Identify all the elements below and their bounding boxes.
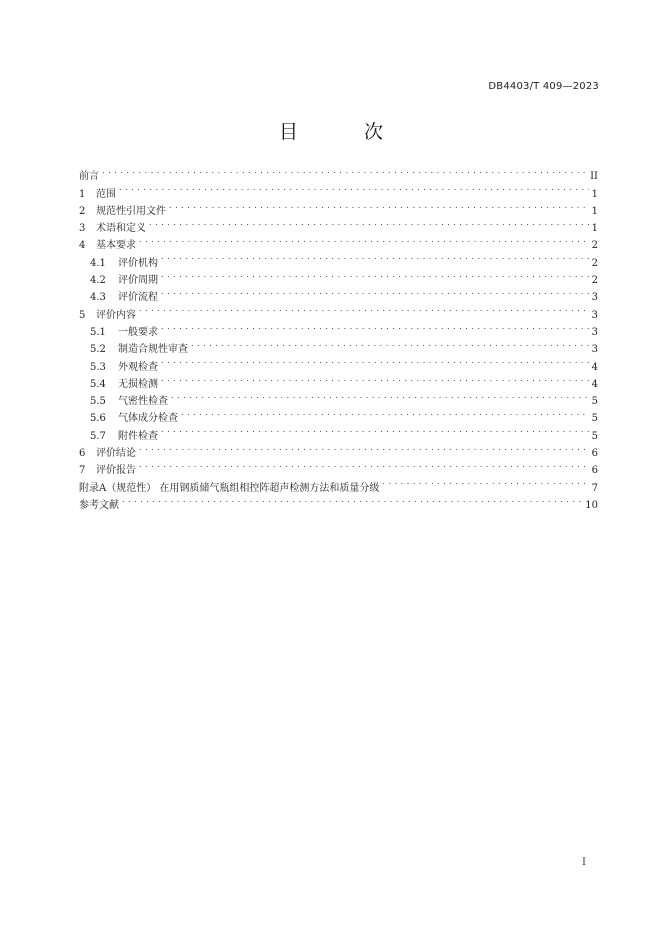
toc-dot-leader xyxy=(161,352,589,369)
toc-entry-label: 附件检查 xyxy=(118,430,158,442)
toc-entry-page: 2 xyxy=(591,275,598,287)
toc-entry-page: 5 xyxy=(591,396,598,408)
toc-entry-label: 无损检测 xyxy=(118,378,158,390)
toc-entry[interactable] xyxy=(79,162,598,183)
toc-entry-page: 2 xyxy=(591,240,598,252)
toc-entry-page: 7 xyxy=(591,482,598,494)
toc-entry-label: 评价机构 xyxy=(118,257,158,269)
toc-entry-page: 1 xyxy=(591,223,598,235)
toc-entry-label: 外观检查 xyxy=(118,361,158,373)
toc-entry-label: 评价报告 xyxy=(96,465,136,477)
toc-entry-page: 4 xyxy=(591,378,598,390)
toc-entry-number: 6 xyxy=(79,448,86,460)
toc-entry-page: 6 xyxy=(591,448,598,460)
toc-entry[interactable] xyxy=(79,214,598,235)
standard-code: DB4403/T 409—2023 xyxy=(488,81,599,92)
toc-entry-number: 5 xyxy=(79,309,86,321)
toc-entry-label: 评价周期 xyxy=(118,275,158,287)
toc-entry-label: 气体成分检查 xyxy=(118,413,178,425)
toc-dot-leader xyxy=(382,473,588,490)
toc-entry-label: 评价内容 xyxy=(96,309,136,321)
toc-entry[interactable] xyxy=(79,491,598,511)
toc-entry-number: 5.3 xyxy=(90,361,106,373)
toc-entry-label: 基本要求 xyxy=(96,240,136,252)
toc-entry[interactable] xyxy=(79,231,598,252)
toc-entry-page: 5 xyxy=(591,430,598,442)
toc-entry-page: 3 xyxy=(591,292,598,304)
toc-entry-page: 2 xyxy=(591,257,598,269)
toc-entry-number: 5.6 xyxy=(90,413,106,425)
toc-entry-number: 5.4 xyxy=(90,378,106,390)
toc-entry-number: 2 xyxy=(79,205,86,217)
toc-entry-number: 4.2 xyxy=(90,275,106,287)
toc-entry-label: 附录A（规范性） 在用钢质储气瓶组相控阵超声检测方法和质量分级 xyxy=(79,482,380,494)
toc-entry[interactable] xyxy=(79,248,598,269)
toc-entry-label: 范围 xyxy=(96,188,116,200)
toc-entry-number: 5.5 xyxy=(90,396,106,408)
toc-title: 目 次 xyxy=(278,121,414,143)
toc-dot-leader xyxy=(161,370,589,387)
toc-dot-leader xyxy=(161,421,589,438)
page-number: I xyxy=(582,857,586,868)
toc-entry-label: 参考文献 xyxy=(79,499,119,511)
toc-entry-number: 1 xyxy=(79,188,86,200)
toc-dot-leader xyxy=(119,179,589,196)
toc-entry-page: 6 xyxy=(591,465,598,477)
toc-dot-leader xyxy=(122,491,582,508)
toc-dot-leader xyxy=(181,404,589,421)
toc-entry-page: 3 xyxy=(591,309,598,321)
toc-entry[interactable] xyxy=(79,318,598,338)
toc-dot-leader xyxy=(139,231,589,248)
toc-dot-leader xyxy=(139,456,589,473)
toc-entry-page: 5 xyxy=(591,413,598,425)
toc-entry-number: 4 xyxy=(79,240,86,252)
toc-entry-number: 5.7 xyxy=(90,430,106,442)
toc-dot-leader xyxy=(161,248,589,265)
toc-dot-leader xyxy=(191,335,589,352)
toc-entry-label: 制造合规性审查 xyxy=(118,344,188,356)
toc-entry-page: 1 xyxy=(591,188,598,200)
toc-dot-leader xyxy=(169,197,589,214)
toc-dot-leader xyxy=(149,214,589,231)
toc-entry[interactable] xyxy=(79,300,598,321)
toc-entry[interactable] xyxy=(79,179,598,200)
toc-entry-number: 5.2 xyxy=(90,344,106,356)
toc-entry-page: 3 xyxy=(591,326,598,338)
toc-entry-number: 4.1 xyxy=(90,257,106,269)
toc-dot-leader xyxy=(161,318,589,335)
toc-entry[interactable] xyxy=(79,197,598,217)
toc-entry-label: 评价结论 xyxy=(96,448,136,460)
toc-entry-label: 前言 xyxy=(79,171,99,183)
toc-entry-page: 3 xyxy=(591,344,598,356)
toc-entry-page: 1 xyxy=(591,205,598,217)
toc-entry[interactable] xyxy=(79,439,598,460)
toc-dot-leader xyxy=(139,300,589,317)
toc-entry-label: 规范性引用文件 xyxy=(96,205,166,217)
toc-entry-page: II xyxy=(590,171,598,183)
toc-dot-leader xyxy=(161,283,589,300)
toc-dot-leader xyxy=(139,439,589,456)
toc-entry-number: 5.1 xyxy=(90,326,106,338)
toc-entry-label: 评价流程 xyxy=(118,292,158,304)
toc-entry-page: 10 xyxy=(585,499,598,511)
toc-entry-label: 术语和定义 xyxy=(96,223,146,235)
toc-dot-leader xyxy=(171,387,589,404)
toc-entry-label: 气密性检查 xyxy=(118,396,168,408)
toc-dot-leader xyxy=(161,266,589,283)
table-of-contents xyxy=(79,162,598,511)
toc-entry-number: 3 xyxy=(79,223,86,235)
toc-dot-leader xyxy=(102,162,587,179)
toc-entry-label: 一般要求 xyxy=(118,326,158,338)
toc-entry-page: 4 xyxy=(591,361,598,373)
toc-entry-number: 4.3 xyxy=(90,292,106,304)
toc-entry-number: 7 xyxy=(79,465,86,477)
toc-entry[interactable] xyxy=(79,473,598,494)
toc-entry[interactable] xyxy=(79,456,598,477)
